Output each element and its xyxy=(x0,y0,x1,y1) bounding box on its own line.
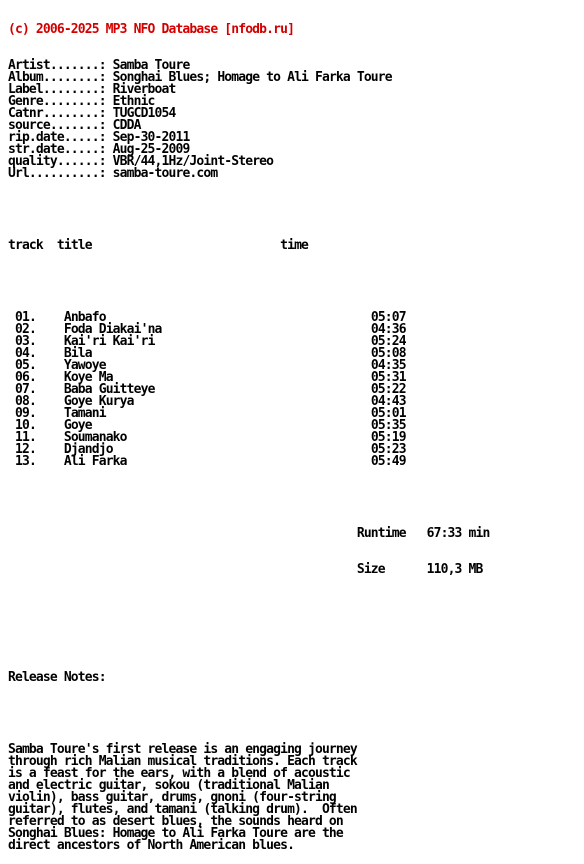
info-value: TUGCD1054 xyxy=(112,106,176,121)
track-number: 05. xyxy=(14,358,36,373)
release-notes-line: and electric guitar, sokou (traditional Malian xyxy=(8,778,329,793)
nfo-document xyxy=(8,0,489,864)
track-time: 04:36 xyxy=(370,322,406,337)
info-label: Genre........: xyxy=(8,94,106,109)
track-title: Tamani xyxy=(63,406,106,421)
info-value: VBR/44,1Hz/Joint-Stereo xyxy=(112,154,274,169)
release-notes-heading: Release Notes: xyxy=(8,670,106,685)
info-value: CDDA xyxy=(112,118,141,133)
size-row xyxy=(8,564,489,576)
blank-line xyxy=(8,204,489,216)
track-number: 02. xyxy=(14,322,36,337)
blank-line xyxy=(8,708,489,720)
track-time: 05:31 xyxy=(370,370,406,385)
track-title: Bila xyxy=(63,346,92,361)
info-label: Artist.......: xyxy=(8,58,106,73)
info-label: source.......: xyxy=(8,118,106,133)
site-banner: (c) 2006-2025 MP3 NFO Database [nfodb.ru] xyxy=(8,22,295,37)
blank-line xyxy=(8,276,489,288)
track-number: 09. xyxy=(14,406,36,421)
tracklist xyxy=(8,312,489,468)
track-number: 12. xyxy=(14,442,36,457)
info-label: quality......: xyxy=(8,154,106,169)
release-notes-line: Songhai Blues: Homage to Ali Farka Toure are the xyxy=(8,826,343,841)
header-time: time xyxy=(280,238,309,253)
release-notes-line: direct ancestors of North American blues. xyxy=(8,838,295,853)
tracklist-header xyxy=(8,240,489,252)
release-notes-line: guitar), flutes, and tamani (talking drum). Often xyxy=(8,802,357,817)
track-title: Anbafo xyxy=(63,310,106,325)
track-title: Yawoye xyxy=(63,358,106,373)
info-value: Sep-30-2011 xyxy=(112,130,190,145)
blank-line xyxy=(8,600,489,612)
info-value: Ethnic xyxy=(112,94,155,109)
info-value: Samba Toure xyxy=(112,58,190,73)
track-time: 05:19 xyxy=(370,430,406,445)
track-time: 05:01 xyxy=(370,406,406,421)
track-title: Kai'ri Kai'ri xyxy=(63,334,155,349)
release-notes-line: violin), bass guitar, drums, gnoni (four-string xyxy=(8,790,336,805)
track-title: Djandjo xyxy=(63,442,113,457)
track-title: Soumanako xyxy=(63,430,127,445)
runtime-value: 67:33 min xyxy=(426,526,490,541)
track-time: 05:35 xyxy=(370,418,406,433)
track-title: Goye Kurya xyxy=(63,394,134,409)
info-label: Album........: xyxy=(8,70,106,85)
info-label: rip.date.....: xyxy=(8,130,106,145)
track-number: 01. xyxy=(14,310,36,325)
info-value: Songhai Blues; Homage to Ali Farka Toure xyxy=(112,70,392,85)
blank-line xyxy=(8,636,489,648)
track-row xyxy=(8,456,489,468)
track-number: 07. xyxy=(14,382,36,397)
track-number: 11. xyxy=(14,430,36,445)
info-value: Aug-25-2009 xyxy=(112,142,190,157)
track-time: 04:43 xyxy=(370,394,406,409)
runtime-label: Runtime xyxy=(356,526,406,541)
info-row xyxy=(8,168,489,180)
info-label: str.date.....: xyxy=(8,142,106,157)
release-notes-line: Samba Toure's first release is an engaging journey xyxy=(8,742,357,757)
release-notes-line: referred to as desert blues, the sounds heard on xyxy=(8,814,343,829)
track-number: 08. xyxy=(14,394,36,409)
track-number: 03. xyxy=(14,334,36,349)
track-time: 05:08 xyxy=(370,346,406,361)
release-info xyxy=(8,60,489,180)
track-time: 04:35 xyxy=(370,358,406,373)
runtime-row xyxy=(8,528,489,540)
release-notes-line: through rich Malian musical traditions. Each track xyxy=(8,754,357,769)
track-number: 13. xyxy=(14,454,36,469)
track-title: Koye Ma xyxy=(63,370,113,385)
track-number: 10. xyxy=(14,418,36,433)
track-time: 05:07 xyxy=(370,310,406,325)
track-time: 05:24 xyxy=(370,334,406,349)
info-label: Label........: xyxy=(8,82,106,97)
blank-line xyxy=(8,492,489,504)
track-title: Goye xyxy=(63,418,92,433)
track-number: 06. xyxy=(14,370,36,385)
info-value: Riverboat xyxy=(112,82,176,97)
track-time: 05:22 xyxy=(370,382,406,397)
track-title: Baba Guitteye xyxy=(63,382,155,397)
header-title: title xyxy=(56,238,92,253)
info-label: Catnr........: xyxy=(8,106,106,121)
header-track: track xyxy=(8,238,43,253)
track-number: 04. xyxy=(14,346,36,361)
track-title: Foda Diakai'na xyxy=(63,322,162,337)
track-title: Ali Farka xyxy=(63,454,127,469)
release-notes-line: is a feast for the ears, with a blend of acoustic xyxy=(8,766,350,781)
info-value: samba-toure.com xyxy=(112,166,218,181)
size-value: 110,3 MB xyxy=(426,562,483,577)
info-label: Url..........: xyxy=(8,166,106,181)
release-notes-body xyxy=(8,744,489,852)
size-label: Size xyxy=(356,562,385,577)
track-time: 05:23 xyxy=(370,442,406,457)
track-time: 05:49 xyxy=(370,454,406,469)
